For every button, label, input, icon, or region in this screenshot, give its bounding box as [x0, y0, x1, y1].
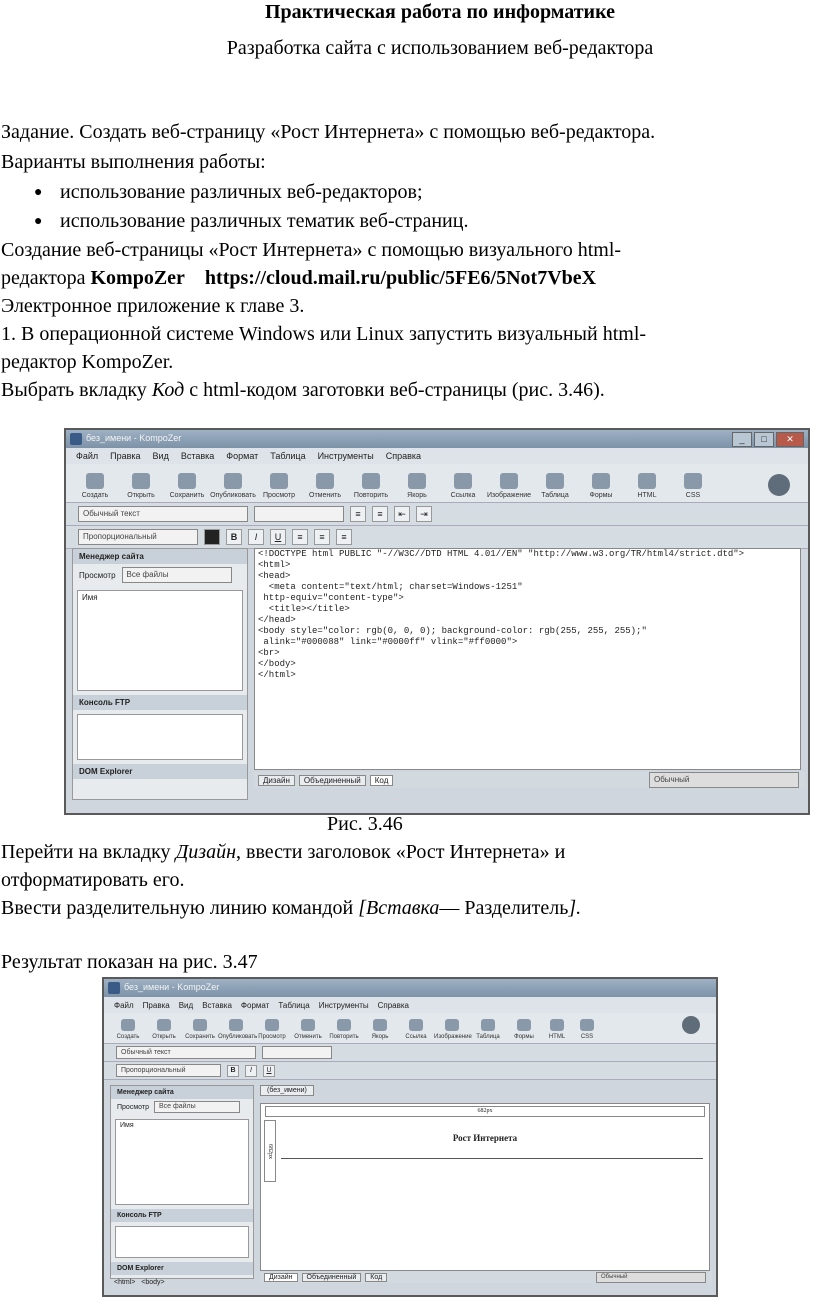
- divider-text: Ввести разделительную линию командой [Вставка— Разделитель].: [1, 897, 582, 919]
- site-manager-header: Менеджер сайта: [73, 549, 247, 564]
- format-toolbar-2: [66, 526, 808, 549]
- link-button[interactable]: Ссылка: [440, 473, 486, 502]
- redo-icon: [337, 1019, 351, 1031]
- dom-explorer-header[interactable]: DOM Explorer: [111, 1262, 253, 1275]
- menu-item[interactable]: Формат: [226, 451, 259, 461]
- file-list[interactable]: [115, 1119, 249, 1205]
- creation-text-2: редактора KompoZer https://cloud.mail.ru/public/5FE6/5Not7VbeX: [1, 267, 597, 289]
- globe-icon: [229, 1019, 243, 1031]
- menu-item[interactable]: Инструменты: [318, 1000, 369, 1010]
- menu-item[interactable]: Вид: [152, 451, 169, 461]
- font-select[interactable]: Пропорциональный: [78, 529, 198, 545]
- tab-code[interactable]: Код: [365, 1273, 387, 1282]
- magnifier-icon: [270, 473, 288, 489]
- app-icon: [108, 982, 120, 994]
- picture-icon: [445, 1019, 459, 1031]
- pencil-icon: [121, 1019, 135, 1031]
- design-canvas[interactable]: [260, 1103, 710, 1271]
- status-tag[interactable]: <html>: [114, 1279, 136, 1286]
- disk-icon: [178, 473, 196, 489]
- code-line: <body style="color: rgb(0, 0, 0); background-color: rgb(255, 255, 255);": [258, 626, 647, 636]
- forms-button[interactable]: Формы: [578, 473, 624, 502]
- html-button[interactable]: HTML: [542, 1019, 572, 1043]
- open-button[interactable]: Открыть: [118, 473, 164, 502]
- menu-item[interactable]: Вставка: [180, 451, 215, 461]
- form-icon: [592, 473, 610, 489]
- code-line: <title></title>: [258, 604, 350, 614]
- underline-button[interactable]: U: [263, 1065, 275, 1077]
- format-toolbar-2: [104, 1062, 716, 1080]
- name-column-header: Имя: [82, 593, 98, 602]
- maximize-button[interactable]: □: [754, 432, 774, 447]
- horizontal-ruler: 682px: [265, 1106, 705, 1117]
- anchor-button[interactable]: Якорь: [362, 1019, 398, 1043]
- menu-item[interactable]: Вид: [178, 1000, 194, 1010]
- dom-explorer-header[interactable]: DOM Explorer: [73, 764, 247, 779]
- indent-icon[interactable]: ⇥: [416, 506, 432, 522]
- align-center-icon[interactable]: ≡: [314, 529, 330, 545]
- undo-button[interactable]: Отменить: [302, 473, 348, 502]
- result-text: Результат показан на рис. 3.47: [1, 951, 258, 973]
- link-button[interactable]: Ссылка: [398, 1019, 434, 1043]
- magnifier-icon: [265, 1019, 279, 1031]
- picture-icon: [500, 473, 518, 489]
- redo-button[interactable]: Повторить: [326, 1019, 362, 1043]
- tab-split[interactable]: Объединенный: [299, 775, 366, 786]
- task-text: Задание. Создать веб-страницу «Рост Интернета» с помощью веб-редактора.: [1, 121, 656, 143]
- html-icon: [638, 473, 656, 489]
- kompozer-logo-icon: [682, 1016, 700, 1034]
- menu-item[interactable]: Инструменты: [317, 451, 374, 461]
- folder-icon: [132, 473, 150, 489]
- new-button[interactable]: Создать: [110, 1019, 146, 1043]
- kompozer-logo-icon: [768, 474, 790, 496]
- vertical-ruler: 682px: [264, 1120, 276, 1182]
- site-manager-panel: [110, 1085, 254, 1279]
- view-label: Просмотр: [79, 570, 116, 580]
- menu-item[interactable]: Правка: [110, 451, 141, 461]
- menu-item[interactable]: Формат: [240, 1000, 270, 1010]
- main-toolbar: [104, 1013, 716, 1044]
- creation-text: Создание веб-страницы «Рост Интернета» с помощью визуального html-: [1, 239, 622, 261]
- forms-button[interactable]: Формы: [506, 1019, 542, 1043]
- table-button[interactable]: Таблица: [532, 473, 578, 502]
- italic-button[interactable]: I: [245, 1065, 257, 1077]
- italic-button[interactable]: I: [248, 529, 264, 545]
- menu-item[interactable]: Таблица: [278, 1000, 310, 1010]
- table-icon: [481, 1019, 495, 1031]
- horizontal-divider: [281, 1158, 703, 1159]
- save-button[interactable]: Сохранить: [182, 1019, 218, 1043]
- code-line: alink="#000088" link="#0000ff" vlink="#ff0000">: [258, 637, 518, 647]
- code-editor[interactable]: [254, 548, 801, 770]
- table-icon: [546, 473, 564, 489]
- step1-text-2: редактор KompoZer.: [1, 351, 174, 373]
- paragraph-style-select[interactable]: Обычный текст: [116, 1046, 256, 1059]
- site-manager-header: Менеджер сайта: [111, 1086, 253, 1099]
- view-tabs: [254, 772, 805, 788]
- download-link[interactable]: https://cloud.mail.ru/public/5FE6/5Not7VbeX: [204, 267, 597, 289]
- undo-icon: [301, 1019, 315, 1031]
- chain-icon: [454, 473, 472, 489]
- table-button[interactable]: Таблица: [470, 1019, 506, 1043]
- code-line: <br>: [258, 648, 280, 658]
- class-select[interactable]: [262, 1046, 332, 1059]
- numbered-list-icon[interactable]: ≡: [372, 506, 388, 522]
- status-bar: [114, 1279, 165, 1286]
- css-icon: [684, 473, 702, 489]
- outdent-icon[interactable]: ⇤: [394, 506, 410, 522]
- anchor-button[interactable]: Якорь: [394, 473, 440, 502]
- folder-icon: [157, 1019, 171, 1031]
- editor-name: KompoZer: [90, 267, 185, 289]
- pencil-icon: [86, 473, 104, 489]
- goto-design-text: Перейти на вкладку Дизайн, ввести заголовок «Рост Интернета» и: [1, 841, 566, 863]
- kompozer-screenshot-design: [102, 977, 718, 1297]
- font-select[interactable]: Пропорциональный: [116, 1064, 221, 1077]
- preview-button[interactable]: Просмотр: [254, 1019, 290, 1043]
- code-line: </body>: [258, 659, 296, 669]
- filter-select[interactable]: Все файлы: [122, 567, 232, 583]
- menu-item[interactable]: Файл: [114, 1000, 134, 1010]
- anchor-icon: [373, 1019, 387, 1031]
- bold-button[interactable]: B: [227, 1065, 239, 1077]
- figure-caption: Рис. 3.46: [327, 813, 403, 835]
- undo-icon: [316, 473, 334, 489]
- code-line: </html>: [258, 670, 296, 680]
- undo-button[interactable]: Отменить: [290, 1019, 326, 1043]
- menu-item[interactable]: Справка: [385, 451, 422, 461]
- menu-bar: [104, 997, 716, 1013]
- page-heading: Рост Интернета: [452, 1133, 518, 1143]
- code-line: <!DOCTYPE html PUBLIC "-//W3C//DTD HTML 4.01//EN" "http://www.w3.org/TR/html4/strict.dtd">: [258, 549, 745, 559]
- class-select[interactable]: [254, 506, 344, 522]
- bullet-icon: ●: [34, 185, 43, 200]
- code-line: <meta content="text/html; charset=Windows-1251": [258, 582, 523, 592]
- mode-select[interactable]: Обычный: [596, 1272, 706, 1283]
- align-left-icon[interactable]: ≡: [292, 529, 308, 545]
- menu-item[interactable]: Справка: [377, 1000, 409, 1010]
- tab-design[interactable]: Дизайн: [258, 775, 295, 786]
- css-button[interactable]: CSS: [572, 1019, 602, 1043]
- minimize-button[interactable]: _: [732, 432, 752, 447]
- filter-select[interactable]: Все файлы: [154, 1101, 240, 1113]
- site-manager-panel: [72, 548, 248, 800]
- view-tabs: [260, 1271, 712, 1283]
- code-line: </head>: [258, 615, 296, 625]
- css-icon: [580, 1019, 594, 1031]
- appendix-text: Электронное приложение к главе 3.: [1, 295, 305, 317]
- code-line: <html>: [258, 560, 291, 570]
- window-titlebar: без_имени - KompoZer: [104, 979, 716, 997]
- file-list[interactable]: [77, 590, 243, 691]
- document-tab[interactable]: (без_имени): [260, 1085, 314, 1096]
- view-label: Просмотр: [117, 1103, 149, 1111]
- menu-item[interactable]: Вставка: [202, 1000, 232, 1010]
- list-icon[interactable]: ≡: [350, 506, 366, 522]
- publish-button[interactable]: Опубликовать: [210, 473, 256, 502]
- goto-design-text-2: отформатировать его.: [1, 869, 185, 891]
- close-button[interactable]: ✕: [776, 432, 804, 447]
- ftp-console-header: Консоль FTP: [73, 695, 247, 710]
- menu-item[interactable]: Таблица: [270, 451, 306, 461]
- format-toolbar-1: [66, 503, 808, 526]
- ftp-console-header: Консоль FTP: [111, 1209, 253, 1222]
- app-icon: [70, 433, 82, 445]
- main-toolbar: [66, 464, 808, 503]
- format-toolbar-1: [104, 1044, 716, 1062]
- paragraph-style-select[interactable]: Обычный текст: [78, 506, 248, 522]
- css-button[interactable]: CSS: [670, 473, 716, 502]
- html-icon: [550, 1019, 564, 1031]
- code-line: http-equiv="content-type">: [258, 593, 404, 603]
- publish-button[interactable]: Опубликовать: [218, 1019, 254, 1043]
- menu-bar: [66, 448, 808, 464]
- redo-icon: [362, 473, 380, 489]
- html-button[interactable]: HTML: [624, 473, 670, 502]
- tab-code[interactable]: Код: [370, 775, 394, 786]
- save-button[interactable]: Сохранить: [164, 473, 210, 502]
- globe-icon: [224, 473, 242, 489]
- select-tab-text: Выбрать вкладку Код с html-кодом заготовки веб-страницы (рис. 3.46).: [1, 379, 605, 401]
- chain-icon: [409, 1019, 423, 1031]
- bold-button[interactable]: B: [226, 529, 242, 545]
- disk-icon: [193, 1019, 207, 1031]
- page-subtitle: Разработка сайта с использованием веб-редактора: [226, 37, 654, 59]
- menu-item[interactable]: Правка: [142, 1000, 170, 1010]
- underline-button[interactable]: U: [270, 529, 286, 545]
- tab-split[interactable]: Объединенный: [302, 1273, 362, 1282]
- mode-select[interactable]: Обычный: [649, 772, 799, 788]
- window-titlebar: без_имени - KompoZer _ □ ✕: [66, 430, 808, 448]
- image-button[interactable]: Изображение: [434, 1019, 470, 1043]
- color-picker[interactable]: [204, 529, 220, 545]
- new-button[interactable]: Создать: [72, 473, 118, 502]
- anchor-icon: [408, 473, 426, 489]
- name-column-header: Имя: [120, 1122, 134, 1129]
- step1-text: 1. В операционной системе Windows или Linux запустить визуальный html-: [1, 323, 647, 345]
- open-button[interactable]: Открыть: [146, 1019, 182, 1043]
- ftp-console: [115, 1226, 249, 1258]
- preview-button[interactable]: Просмотр: [256, 473, 302, 502]
- ftp-console: [77, 714, 243, 760]
- form-icon: [517, 1019, 531, 1031]
- list-item: ● использование различных тематик веб-страниц.: [34, 210, 469, 232]
- kompozer-screenshot-code: [64, 428, 810, 815]
- page-title: Практическая работа по информатике: [265, 1, 615, 23]
- code-line: <head>: [258, 571, 291, 581]
- image-button[interactable]: Изображение: [486, 473, 532, 502]
- variants-intro: Варианты выполнения работы:: [1, 151, 266, 173]
- list-item: ● использование различных веб-редакторов;: [34, 181, 423, 203]
- bullet-icon: ●: [34, 214, 43, 229]
- tab-design[interactable]: Дизайн: [264, 1273, 298, 1282]
- redo-button[interactable]: Повторить: [348, 473, 394, 502]
- status-tag[interactable]: <body>: [141, 1279, 165, 1286]
- menu-item[interactable]: Файл: [76, 451, 99, 461]
- align-right-icon[interactable]: ≡: [336, 529, 352, 545]
